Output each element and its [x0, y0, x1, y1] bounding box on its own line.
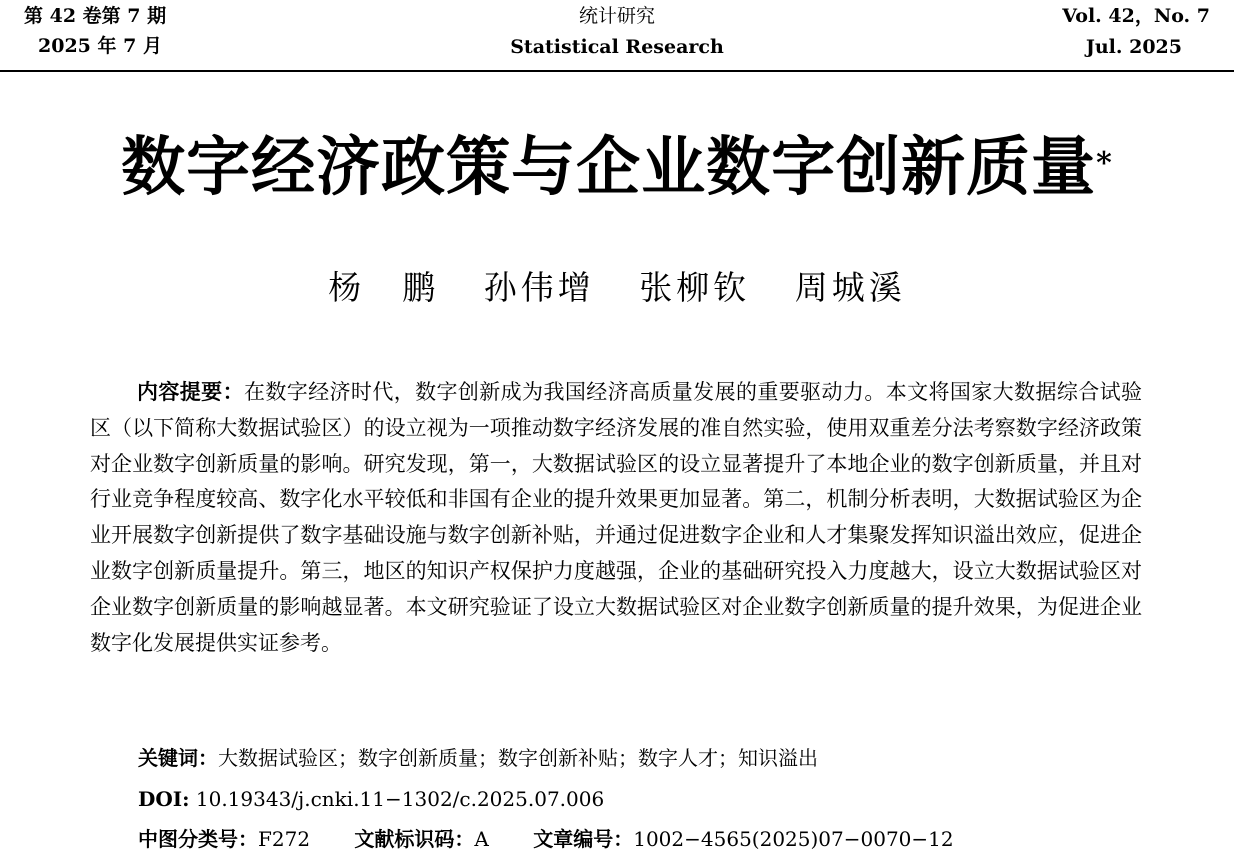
article-number-value: 1002−4565(2025)07−0070−12 — [633, 827, 954, 851]
author-name: 周城溪 — [794, 268, 906, 307]
date-en: Jul. 2025 — [1085, 36, 1182, 58]
author-name: 张柳钦 — [639, 268, 751, 307]
author-list — [0, 266, 1234, 310]
article-number-label: 文章编号： — [533, 827, 634, 851]
article-title-text: 数字经济政策与企业数字创新质量 — [121, 130, 1097, 205]
classification-line — [138, 825, 992, 853]
doi — [138, 785, 604, 813]
journal-header — [0, 0, 1234, 72]
article-number — [533, 825, 953, 853]
keywords-text: 大数据试验区；数字创新质量；数字创新补贴；数字人才；知识溢出 — [218, 746, 818, 770]
document-code-value: A — [474, 827, 489, 851]
author-name: 杨 鹏 — [328, 268, 440, 307]
header-rule — [0, 70, 1234, 72]
journal-name-cn: 统计研究 — [578, 5, 655, 27]
abstract-text: 在数字经济时代，数字创新成为我国经济高质量发展的重要驱动力。本文将国家大数据综合试验区（以下简称大数据试验区）的设立视为一项推动数字经济发展的准自然实验，使用双重差分法考察数字经济政策对企业数字创新质量的影响。研究发现，第一，大数据试验区的设立显著提升了本地企业的数字创新质量，并且对行业竞争程度较高、数字化水平较低和非国有企业的提升效果更加显著。第二，机制分析表明，大数据试验区为企业开展数字创新提供了数字基础设施与数字创新补贴，并通过促进数字企业和人才集聚发挥知识溢出效应，促进企业数字创新质量提升。第三，地区的知识产权保护力度越强，企业的基础研究投入力度越大，设立大数据试验区对企业数字创新质量的影响越显著。本文研究验证了设立大数据试验区对企业数字创新质量的提升效果，为促进企业数字化发展提供实证参考。 — [90, 380, 1143, 655]
abstract — [90, 375, 1142, 661]
document-code-label: 文献标识码： — [354, 827, 475, 851]
keywords — [138, 744, 818, 772]
document-code — [354, 825, 488, 853]
clc-number — [138, 825, 310, 853]
volume-issue-cn: 第 42 卷第 7 期 — [24, 5, 167, 27]
keywords-label: 关键词： — [138, 746, 218, 770]
volume-issue-en: Vol. 42，No. 7 — [1062, 5, 1210, 27]
abstract-label: 内容提要： — [137, 380, 244, 404]
author-name: 孙伟增 — [483, 268, 595, 307]
date-cn: 2025 年 7 月 — [38, 35, 162, 57]
clc-value: F272 — [258, 827, 311, 851]
title-footnote-mark: * — [1096, 146, 1113, 181]
article-title — [0, 128, 1234, 208]
doi-value[interactable]: 10.19343/j.cnki.11−1302/c.2025.07.006 — [195, 787, 605, 811]
journal-name-en: Statistical Research — [510, 36, 724, 58]
clc-label: 中图分类号： — [138, 827, 258, 851]
doi-label: DOI: — [138, 787, 190, 811]
